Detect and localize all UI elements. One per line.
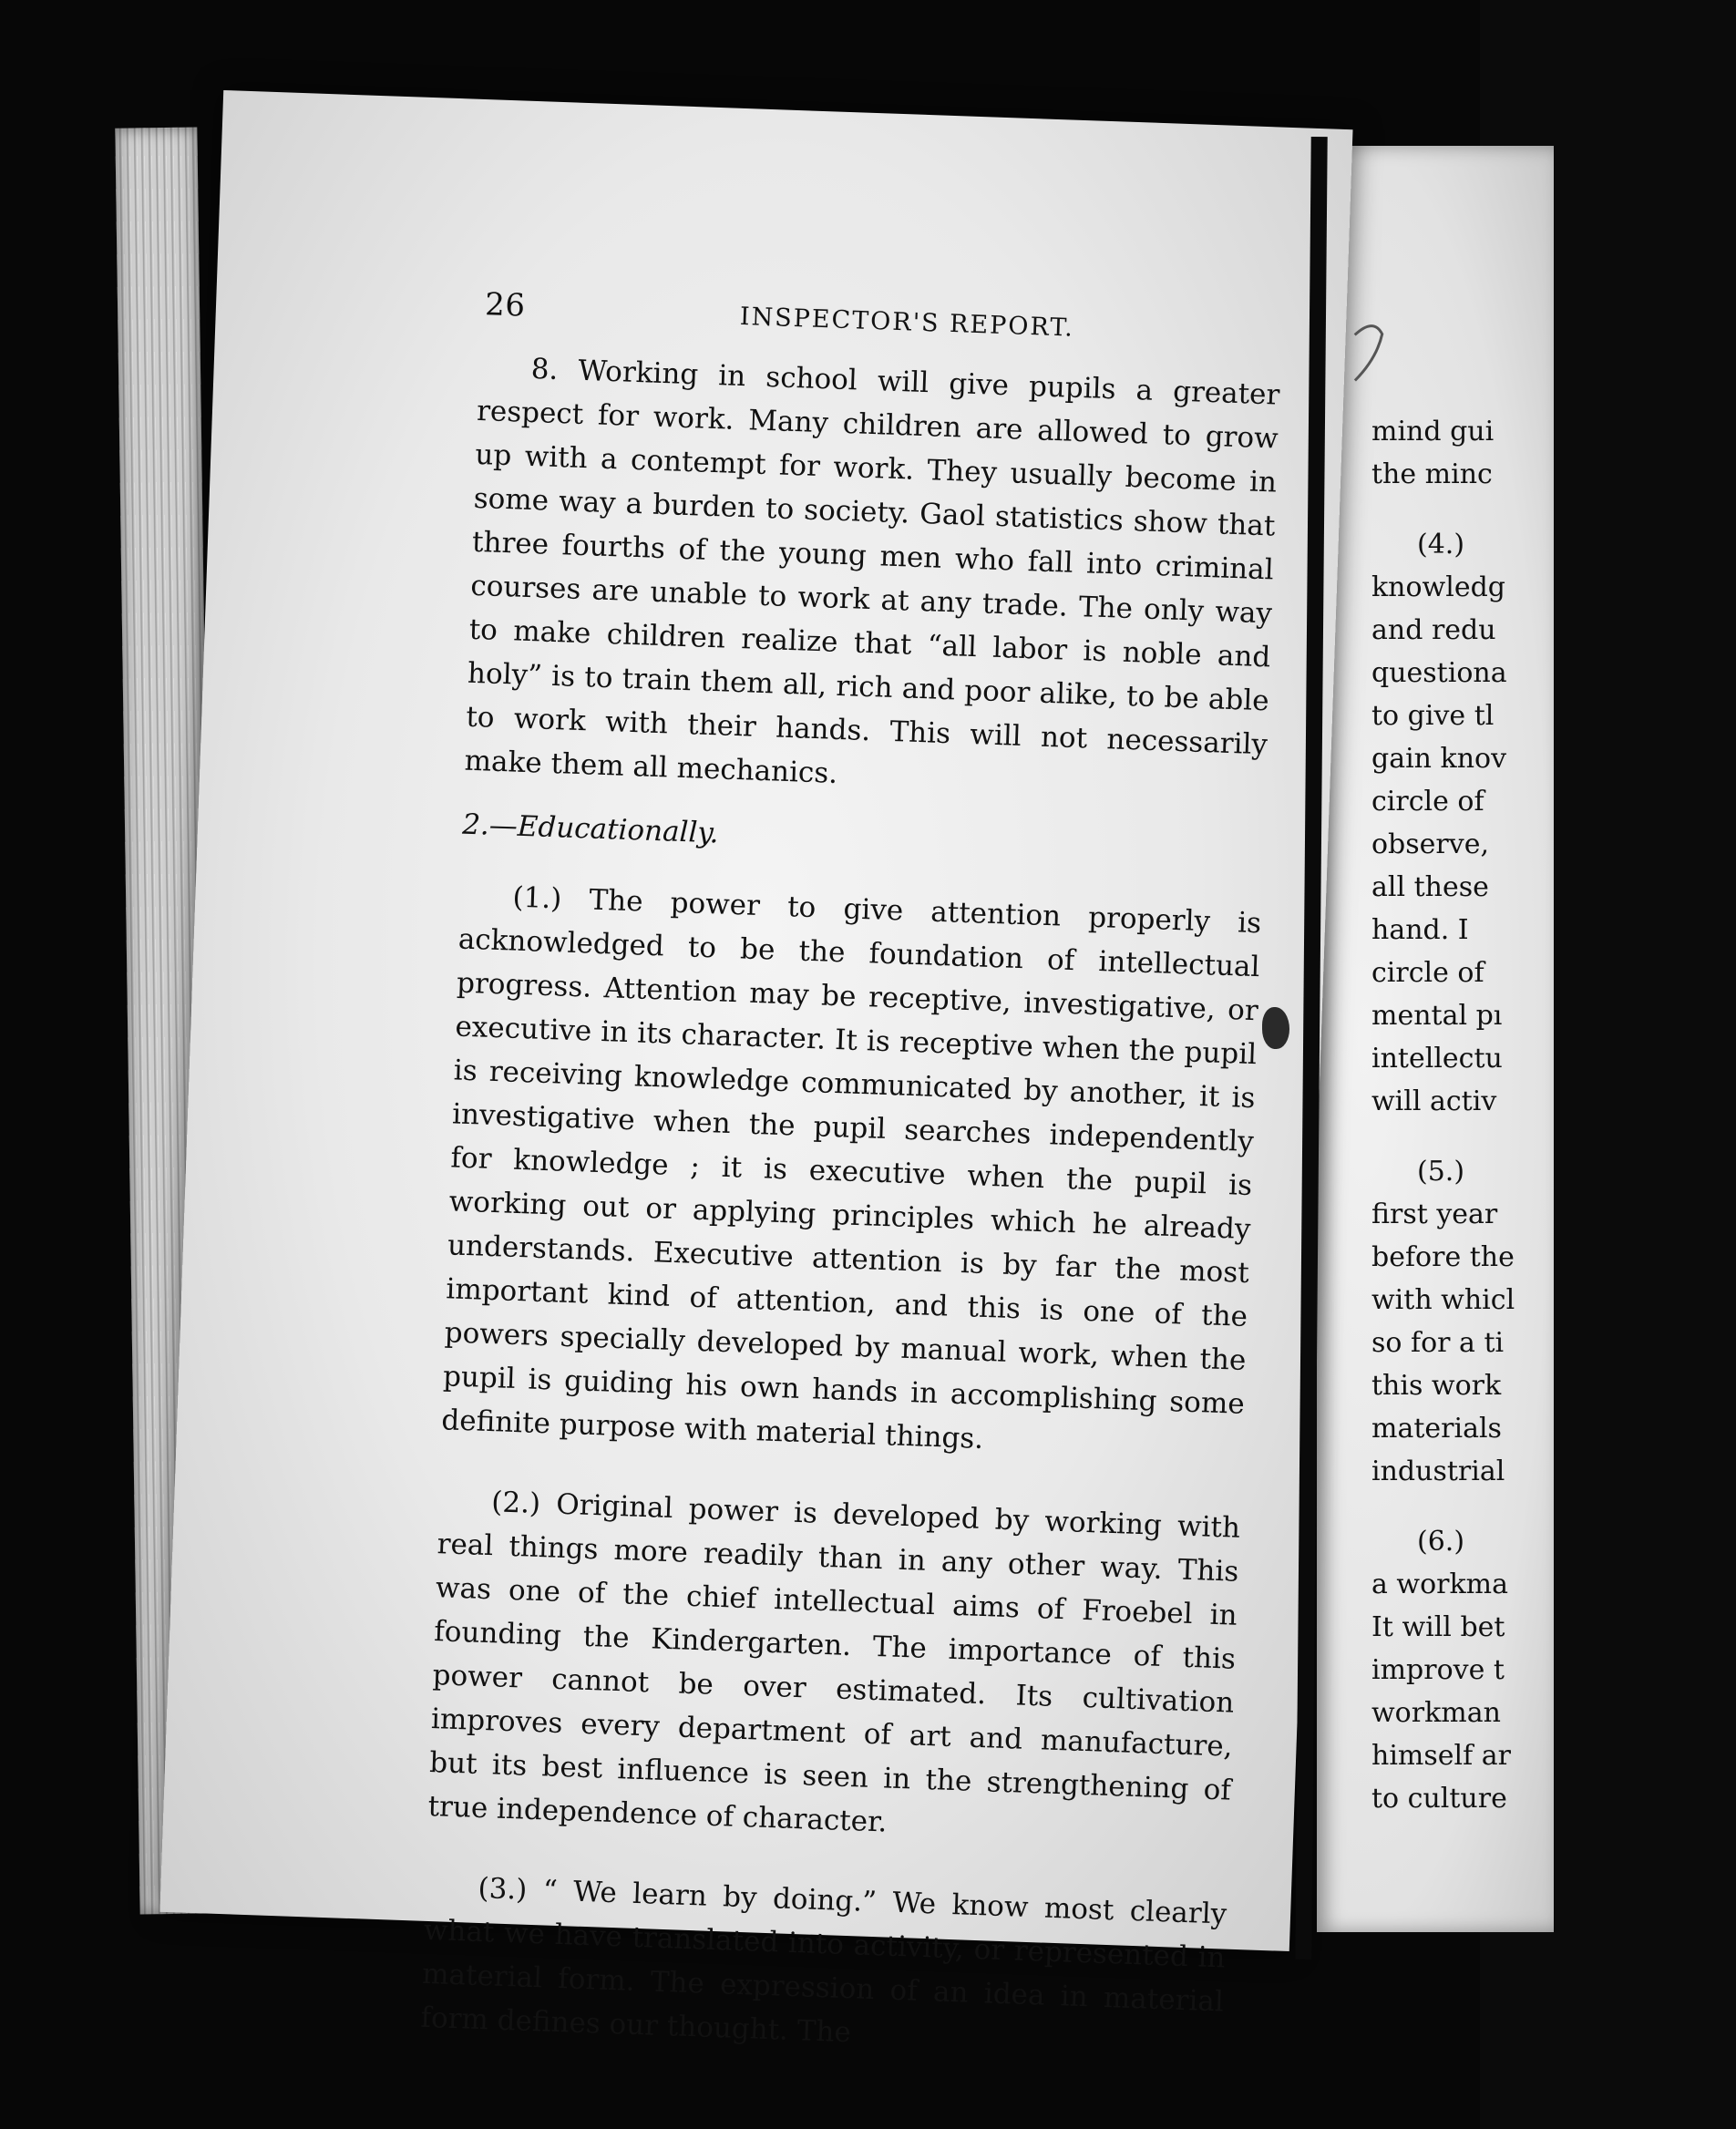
right-page-line: questiona: [1371, 657, 1507, 689]
right-page-line: intellectu: [1371, 1043, 1503, 1075]
right-page-line: gain knov: [1371, 743, 1507, 775]
right-page-line: materials: [1371, 1413, 1502, 1445]
right-page-line: mental pı: [1371, 1000, 1503, 1032]
right-page-line: to culture: [1371, 1783, 1507, 1815]
page-header: [484, 286, 1323, 343]
page-body: [419, 345, 1280, 2084]
right-page-line: (4.): [1417, 529, 1465, 561]
paragraph-2: (2.) Original power is developed by working with real things more readily than in any other way. This was one of the chief intellectual aims of Froebel in founding the Kindergarten. The importance of this power cannot be over estimated. Its cultivation improves every department of art and manufacture, but its best influence is seen in the strengthening of true independence of character.: [427, 1486, 1241, 1839]
right-page-line: (6.): [1417, 1526, 1465, 1558]
right-page-line: industrial: [1371, 1455, 1505, 1487]
page-number: 26: [484, 286, 527, 324]
right-page-line: workman: [1371, 1697, 1501, 1729]
right-page-text: [1371, 410, 1736, 1820]
right-page-line: (5.): [1417, 1156, 1465, 1188]
right-page-line: and redu: [1371, 614, 1496, 646]
right-page-line: mind gui: [1371, 416, 1495, 447]
right-page-line: a workma: [1371, 1568, 1509, 1600]
right-page-line: first year: [1371, 1198, 1498, 1230]
right-page-line: this work: [1371, 1370, 1502, 1402]
running-title: INSPECTOR'S REPORT.: [739, 302, 1075, 343]
right-page-line: with whicl: [1371, 1284, 1515, 1316]
paragraph-8: 8. Working in school will give pupils a greater respect for work. Many children are allowed to grow up with a contempt for work. They usually become in some way a burden to society. Gaol statistics show that three fourths of the young men who fall into criminal courses are unable to work at any trade. The only way to make children realize that “all labor is noble and holy” is to train them all, rich and poor alike, to be able to work with their hands. This will not necessarily make them all mechanics.: [464, 352, 1280, 790]
left-page: [159, 90, 1352, 2050]
pencil-mark: [1344, 316, 1402, 391]
right-page-line: before the: [1371, 1241, 1515, 1273]
right-page-line: It will bet: [1371, 1611, 1505, 1643]
right-page-line: to give tl: [1371, 700, 1495, 732]
right-page-line: the minc: [1371, 458, 1493, 490]
right-page-line: will activ: [1371, 1085, 1497, 1117]
right-page-line: circle of: [1371, 786, 1484, 818]
paragraph-1: (1.) The power to give attention properly is acknowledged to be the foundation of intellectual progress. Attention may be receptive, investigative, or executive in its character. It is receptive when the pupil is receiving knowledge communicated by another, it is investigative when the pupil searches independently for knowledge ; it is executive when the pupil is working out or applying principles which he already understands. Executive attention is by far the most important kind of attention, and this is one of the powers specially developed by manual work, when the pupil is guiding his own hands in accomplishing some definite purpose with material things.: [440, 880, 1262, 1455]
right-page-line: knowledg: [1371, 571, 1505, 603]
right-page-line: so for a ti: [1371, 1327, 1505, 1359]
section-heading: 2.—Educationally.: [461, 807, 720, 850]
right-page-line: circle of: [1371, 957, 1484, 989]
right-page-line: hand. I: [1371, 914, 1469, 946]
right-page-line: all these: [1371, 871, 1489, 903]
paragraph-3: (3.) “ We learn by doing.” We know most clearly what we have translated into activity, or represented in material form. The expression of an idea in material form defines our thought. The: [419, 1871, 1228, 2050]
ink-blot: [1262, 1007, 1289, 1049]
right-page-line: improve t: [1371, 1654, 1505, 1686]
right-page: [1317, 146, 1554, 1932]
right-page-line: himself ar: [1371, 1740, 1511, 1772]
right-page-line: observe,: [1371, 828, 1489, 860]
